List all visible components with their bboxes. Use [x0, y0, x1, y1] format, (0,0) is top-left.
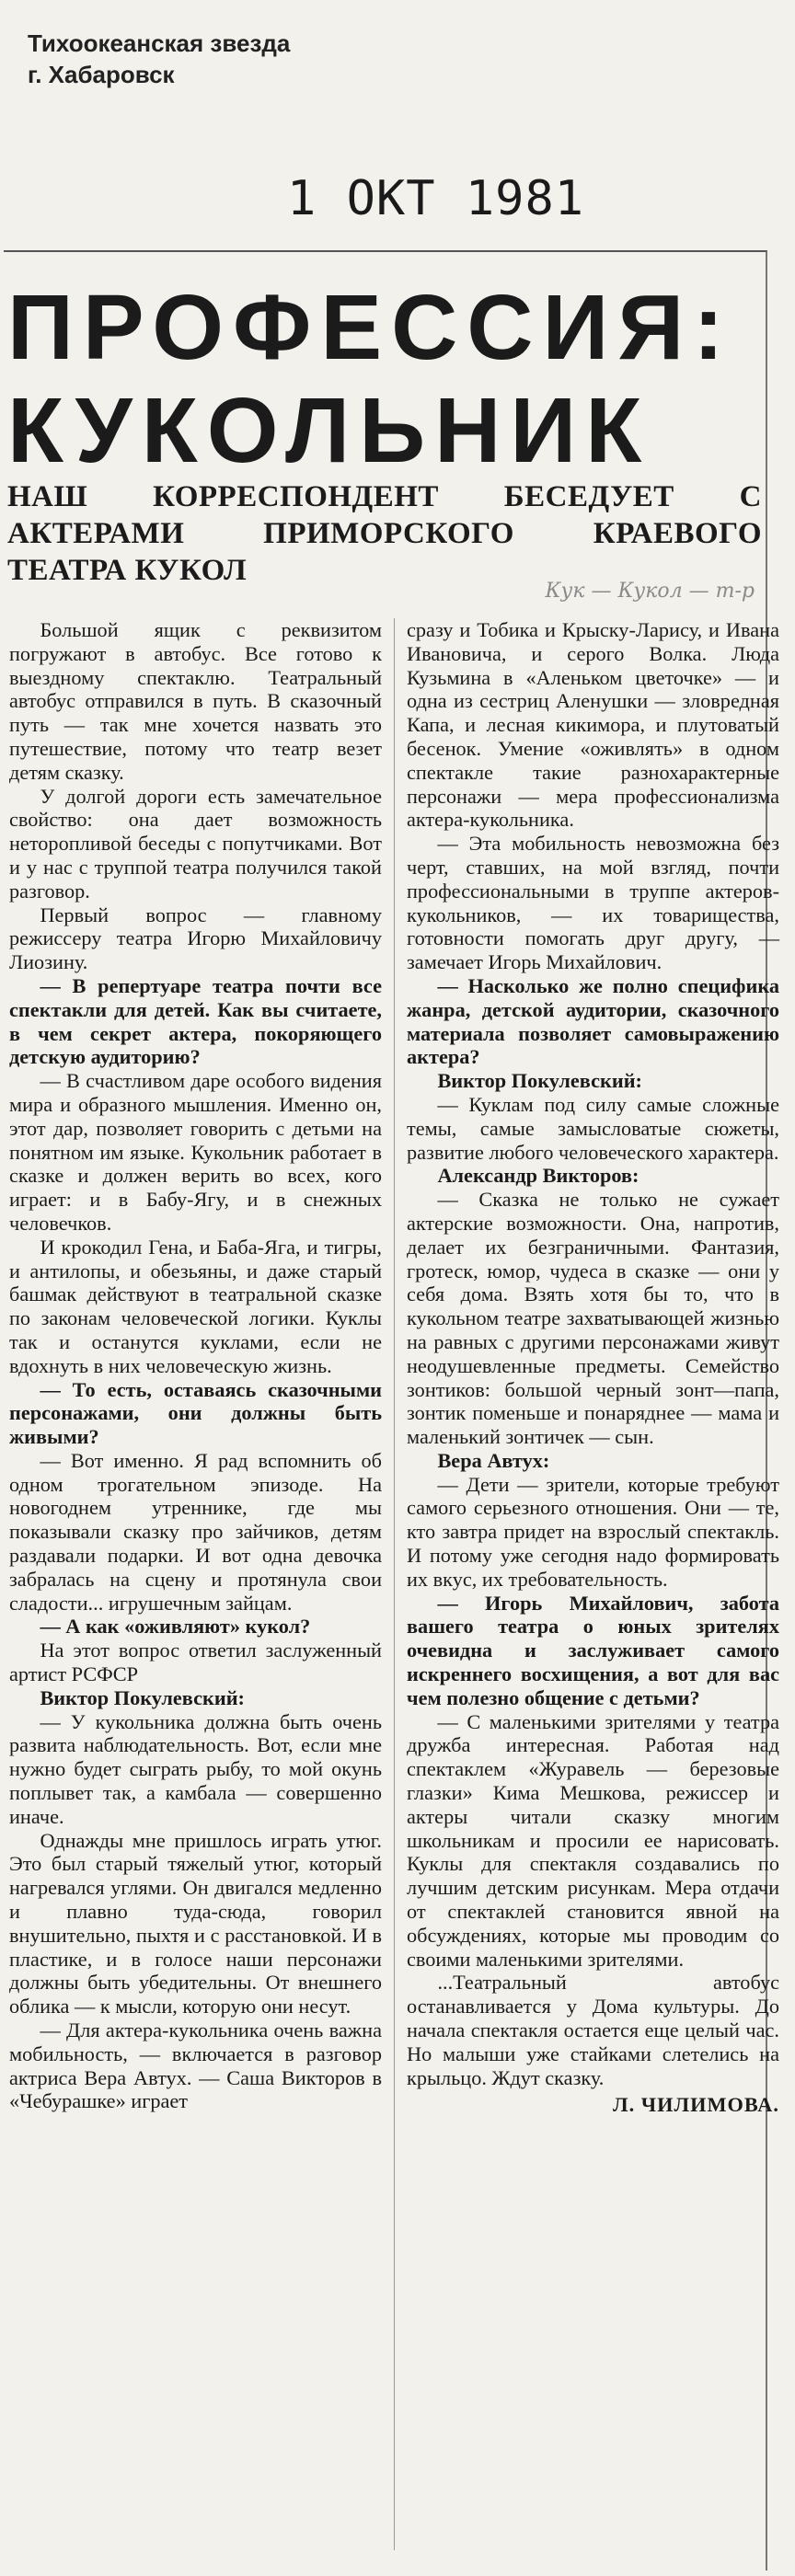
- newspaper-city: г. Хабаровск: [28, 61, 175, 88]
- article-paragraph: На этот вопрос ответил заслуженный артист РСФСР: [9, 1639, 382, 1686]
- article-paragraph: ...Театральный автобус останавливается у Дома культуры. До начала спектакля остается еще целый час. Но малыши уже стайками слетелись на крыльцо. Ждут сказку.: [407, 1971, 779, 2089]
- article-paragraph: — С маленькими зрителями у театра дружба интересная. Работая над спектаклем «Журавель — березовые глазки» Кима Мешкова, режиссер и актеры читали сказку многим школьникам и просили ее нарисовать. Куклы для спектакля создавались по лучшим детским рисункам. Мера отдачи от спектаклей становится явной на обсуждениях, которые мы проводим со своими маленькими зрителями.: [407, 1709, 779, 1971]
- subhead-line-3: ТЕАТРА КУКОЛ: [7, 554, 248, 587]
- article-paragraph: сразу и Тобика и Крыску-Ларису, и Ивана Ивановича, и серого Волка. Люда Кузьмина в «Аленьком цветочке» — и одна из сестриц Аленушки — зловредная Капа, и лесная кикимора, и плутоватый бесенок. Умение «оживлять» в одном спектакле такие разнохарактерные персонажи — мера профессионализма актера-кукольника.: [407, 618, 779, 832]
- article-paragraph: Однажды мне пришлось играть утюг. Это был старый тяжелый утюг, который нагревался углями. Он двигался медленно и плавно туда-сюда, говорил внушительно, пыхтя и с расстановкой. И в пластике, и в голосе наши персонажи должны быть убедительны. От внешнего облика — к мысли, которую они несут.: [9, 1828, 382, 2018]
- article-paragraph: — Вот именно. Я рад вспомнить об одном трогательном эпизоде. На новогоднем утреннике, где мы показывали сказку про зайчиков, детям раздавали подарки. И вот одна девочка забралась на сцену и протянула свои сладости... игрушечным зайцам.: [9, 1448, 382, 1615]
- article-paragraph: И крокодил Гена, и Баба-Яга, и тигры, и антилопы, и обезьяны, и даже старый башмак действуют в театральной сказке по законам человеческой логики. Куклы так и останутся куклами, если не вдохнуть в них человеческую жизнь.: [9, 1235, 382, 1377]
- headline-line-1: ПРОФЕССИЯ:: [7, 276, 733, 379]
- article-paragraph: — Эта мобильность невозможна без черт, ставших, на мой взгляд, почти профессиональными в труппе актеров-кукольников, — их товарищества, готовности помогать друг другу, — замечает Игорь Михайлович.: [407, 832, 779, 974]
- article-headline: [7, 276, 762, 482]
- article-subheading: [7, 478, 762, 589]
- article-paragraph: — В счастливом даре особого видения мира и образного мышления. Именно он, этот дар, позволяет говорить с детьми на понятном им языке. Кукольник работает в сказке и должен верить во всех, кого играет: и в Бабу-Ягу, и в снежных человечков.: [9, 1069, 382, 1235]
- article-paragraph: — Для актера-кукольника очень важна мобильность, — включается в разговор актриса Вера Автух. — Саша Викторов в «Чебурашке» играет: [9, 2018, 382, 2113]
- author-signature: Л. ЧИЛИМОВА.: [613, 2093, 779, 2117]
- speaker-name: Виктор Покулевский:: [437, 1069, 642, 1093]
- article-column-left: [9, 618, 382, 2113]
- article-paragraph: — У кукольника должна быть очень развита наблюдательность. Вот, если мне нужно будет сыграть рыбу, то мой окунь поплывет так, а камбала — совершенно иначе.: [9, 1709, 382, 1828]
- article-paragraph: — Сказка не только не сужает актерские возможности. Она, напротив, делает их безграничными. Фантазия, гротеск, юмор, чудеса в сказке — они у себя дома. Взять хотя бы то, что в кукольном театре захватывающей жизнью на равных с другими персонажами живут неодушевленные предметы. Семейство зонтиков: большой черный зонт—папа, зонтик поменьше и понаряднее — мама и маленький зонтичек — сын.: [407, 1188, 779, 1449]
- interview-question: — В репертуаре театра почти все спектакли для детей. Как вы считаете, в чем секрет актера, покоряющего детскую аудиторию?: [9, 973, 382, 1069]
- article-paragraph: У долгой дороги есть замечательное свойство: она дает возможность неторопливой беседы с попутчиками. Вот и у нас с труппой театра получился такой разговор.: [9, 784, 382, 903]
- article-paragraph: Первый вопрос — главному режиссеру театра Игорю Михайловичу Лиозину.: [9, 903, 382, 974]
- speaker-name: Вера Автух:: [437, 1448, 550, 1472]
- speaker-name: Виктор Покулевский:: [40, 1685, 245, 1709]
- newspaper-name: Тихоокеанская звезда: [28, 29, 291, 57]
- source-label: [28, 28, 414, 90]
- headline-line-2: КУКОЛЬНИК: [7, 379, 651, 482]
- article-paragraph: — Куклам под силу самые сложные темы, самые замысловатые сюжеты, развитие любого человеческого характера.: [407, 1092, 779, 1164]
- column-divider: [394, 618, 395, 2550]
- interview-question: — Игорь Михайлович, забота вашего театра о юных зрителях очевидна и заслуживает самого искреннего восхищения, а вот для вас чем полезно общение с детьми?: [407, 1591, 779, 1709]
- interview-question: — А как «оживляют» кукол?: [40, 1615, 311, 1639]
- article-paragraph: Большой ящик с реквизитом погружают в автобус. Все готово к выездному спектаклю. Театральный автобус отправился в путь. В сказочный путь — так мне хочется назвать это путешествие, потому что театр везет детям сказку.: [9, 618, 382, 784]
- date-stamp: 1 ОКТ 1981: [287, 171, 585, 226]
- article-paragraph: — Дети — зрители, которые требуют самого серьезного отношения. Они — те, кто завтра придет на взрослый спектакль. И потому уже сегодня надо формировать их вкус, их требовательность.: [407, 1472, 779, 1591]
- speaker-name: Александр Викторов:: [437, 1164, 639, 1188]
- interview-question: — Насколько же полно специфика жанра, детской аудитории, сказочного материала позволяет самовыражению актера?: [407, 973, 779, 1069]
- interview-question: — То есть, оставаясь сказочными персонажами, они должны быть живыми?: [9, 1377, 382, 1449]
- article-column-right: [407, 618, 779, 2117]
- subhead-line-1: НАШ КОРРЕСПОНДЕНТ БЕСЕДУЕТ С: [7, 480, 762, 513]
- handwritten-note: Кук — Кукол — т-р: [545, 580, 755, 603]
- subhead-line-2: АКТЕРАМИ ПРИМОРСКОГО КРАЕВОГО: [7, 517, 762, 550]
